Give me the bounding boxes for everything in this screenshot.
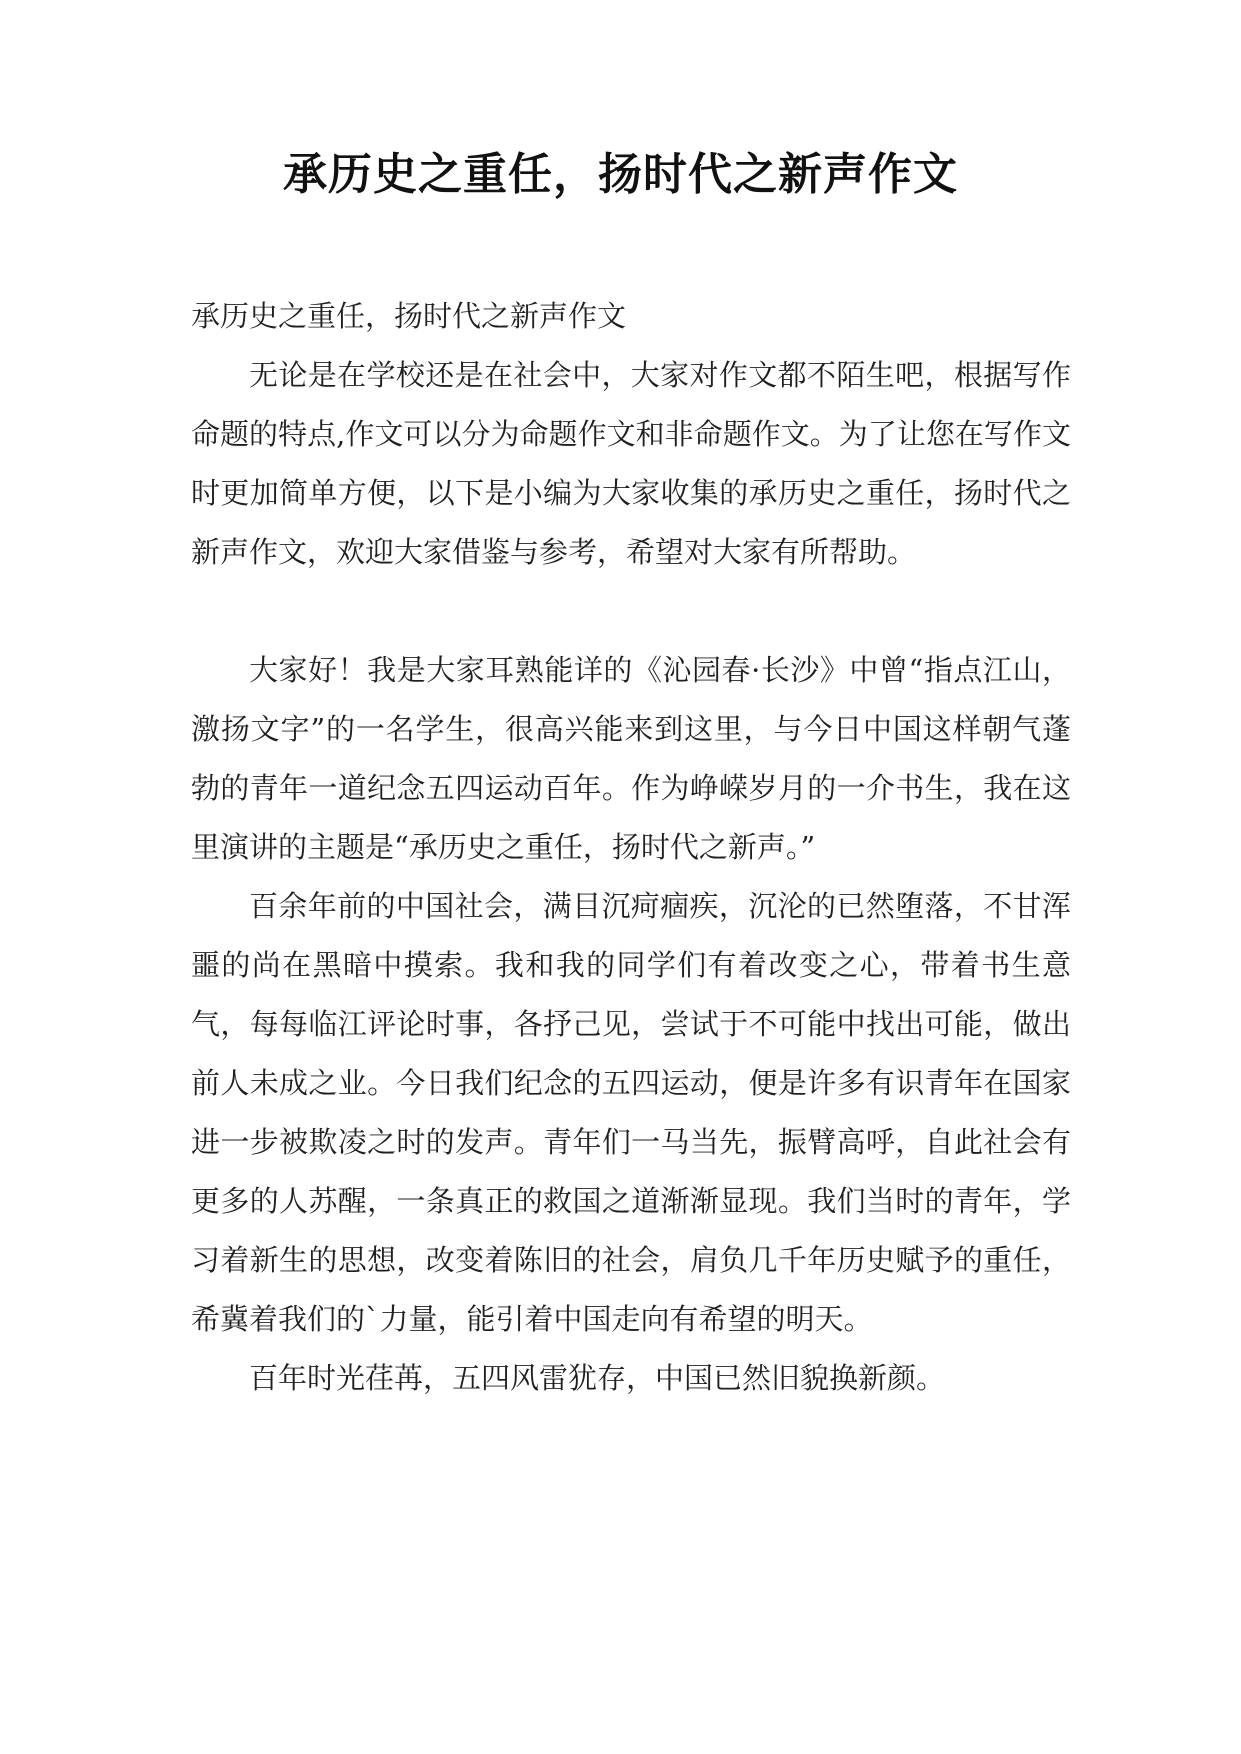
paragraph-spacer (191, 582, 1071, 641)
paragraph-history: 百余年前的中国社会，满目沉疴痼疾，沉沦的已然堕落，不甘浑噩的尚在黑暗中摸索。我和我的同学们有着改变之心，带着书生意气，每每临江评论时事，各抒己见，尝试于不可能中找出可能，做出前人未成之业。今日我们纪念的五四运动，便是许多有识青年在国家进一步被欺凌之时的发声。青年们一马当先，振臂高呼，自此社会有更多的人苏醒，一条真正的救国之道渐渐显现。我们当时的青年，学习着新生的思想，改变着陈旧的社会，肩负几千年历史赋予的重任，希冀着我们的`力量，能引着中国走向有希望的明天。 (191, 889, 1071, 1336)
paragraph-greeting: 大家好！我是大家耳熟能详的《沁园春·长沙》中曾“指点江山，激扬文字”的一名学生，很高兴能来到这里，与今日中国这样朝气蓬勃的青年一道纪念五四运动百年。作为峥嵘岁月的一介书生，我在这里演讲的主题是“承历史之重任，扬时代之新声。” (191, 653, 1071, 864)
paragraph-present: 百年时光荏苒，五四风雷犹存，中国已然旧貌换新颜。 (249, 1361, 946, 1395)
paragraph-intro: 无论是在学校还是在社会中，大家对作文都不陌生吧，根据写作命题的特点,作文可以分为命题作文和非命题作文。为了让您在写作文时更加简单方便，以下是小编为大家收集的承历史之重任，扬时代之新声作文，欢迎大家借鉴与参考，希望对大家有所帮助。 (191, 358, 1071, 569)
document-subtitle: 承历史之重任，扬时代之新声作文 (191, 299, 627, 333)
document-title: 承历史之重任，扬时代之新声作文 (283, 149, 958, 200)
document-body (191, 287, 1071, 1408)
